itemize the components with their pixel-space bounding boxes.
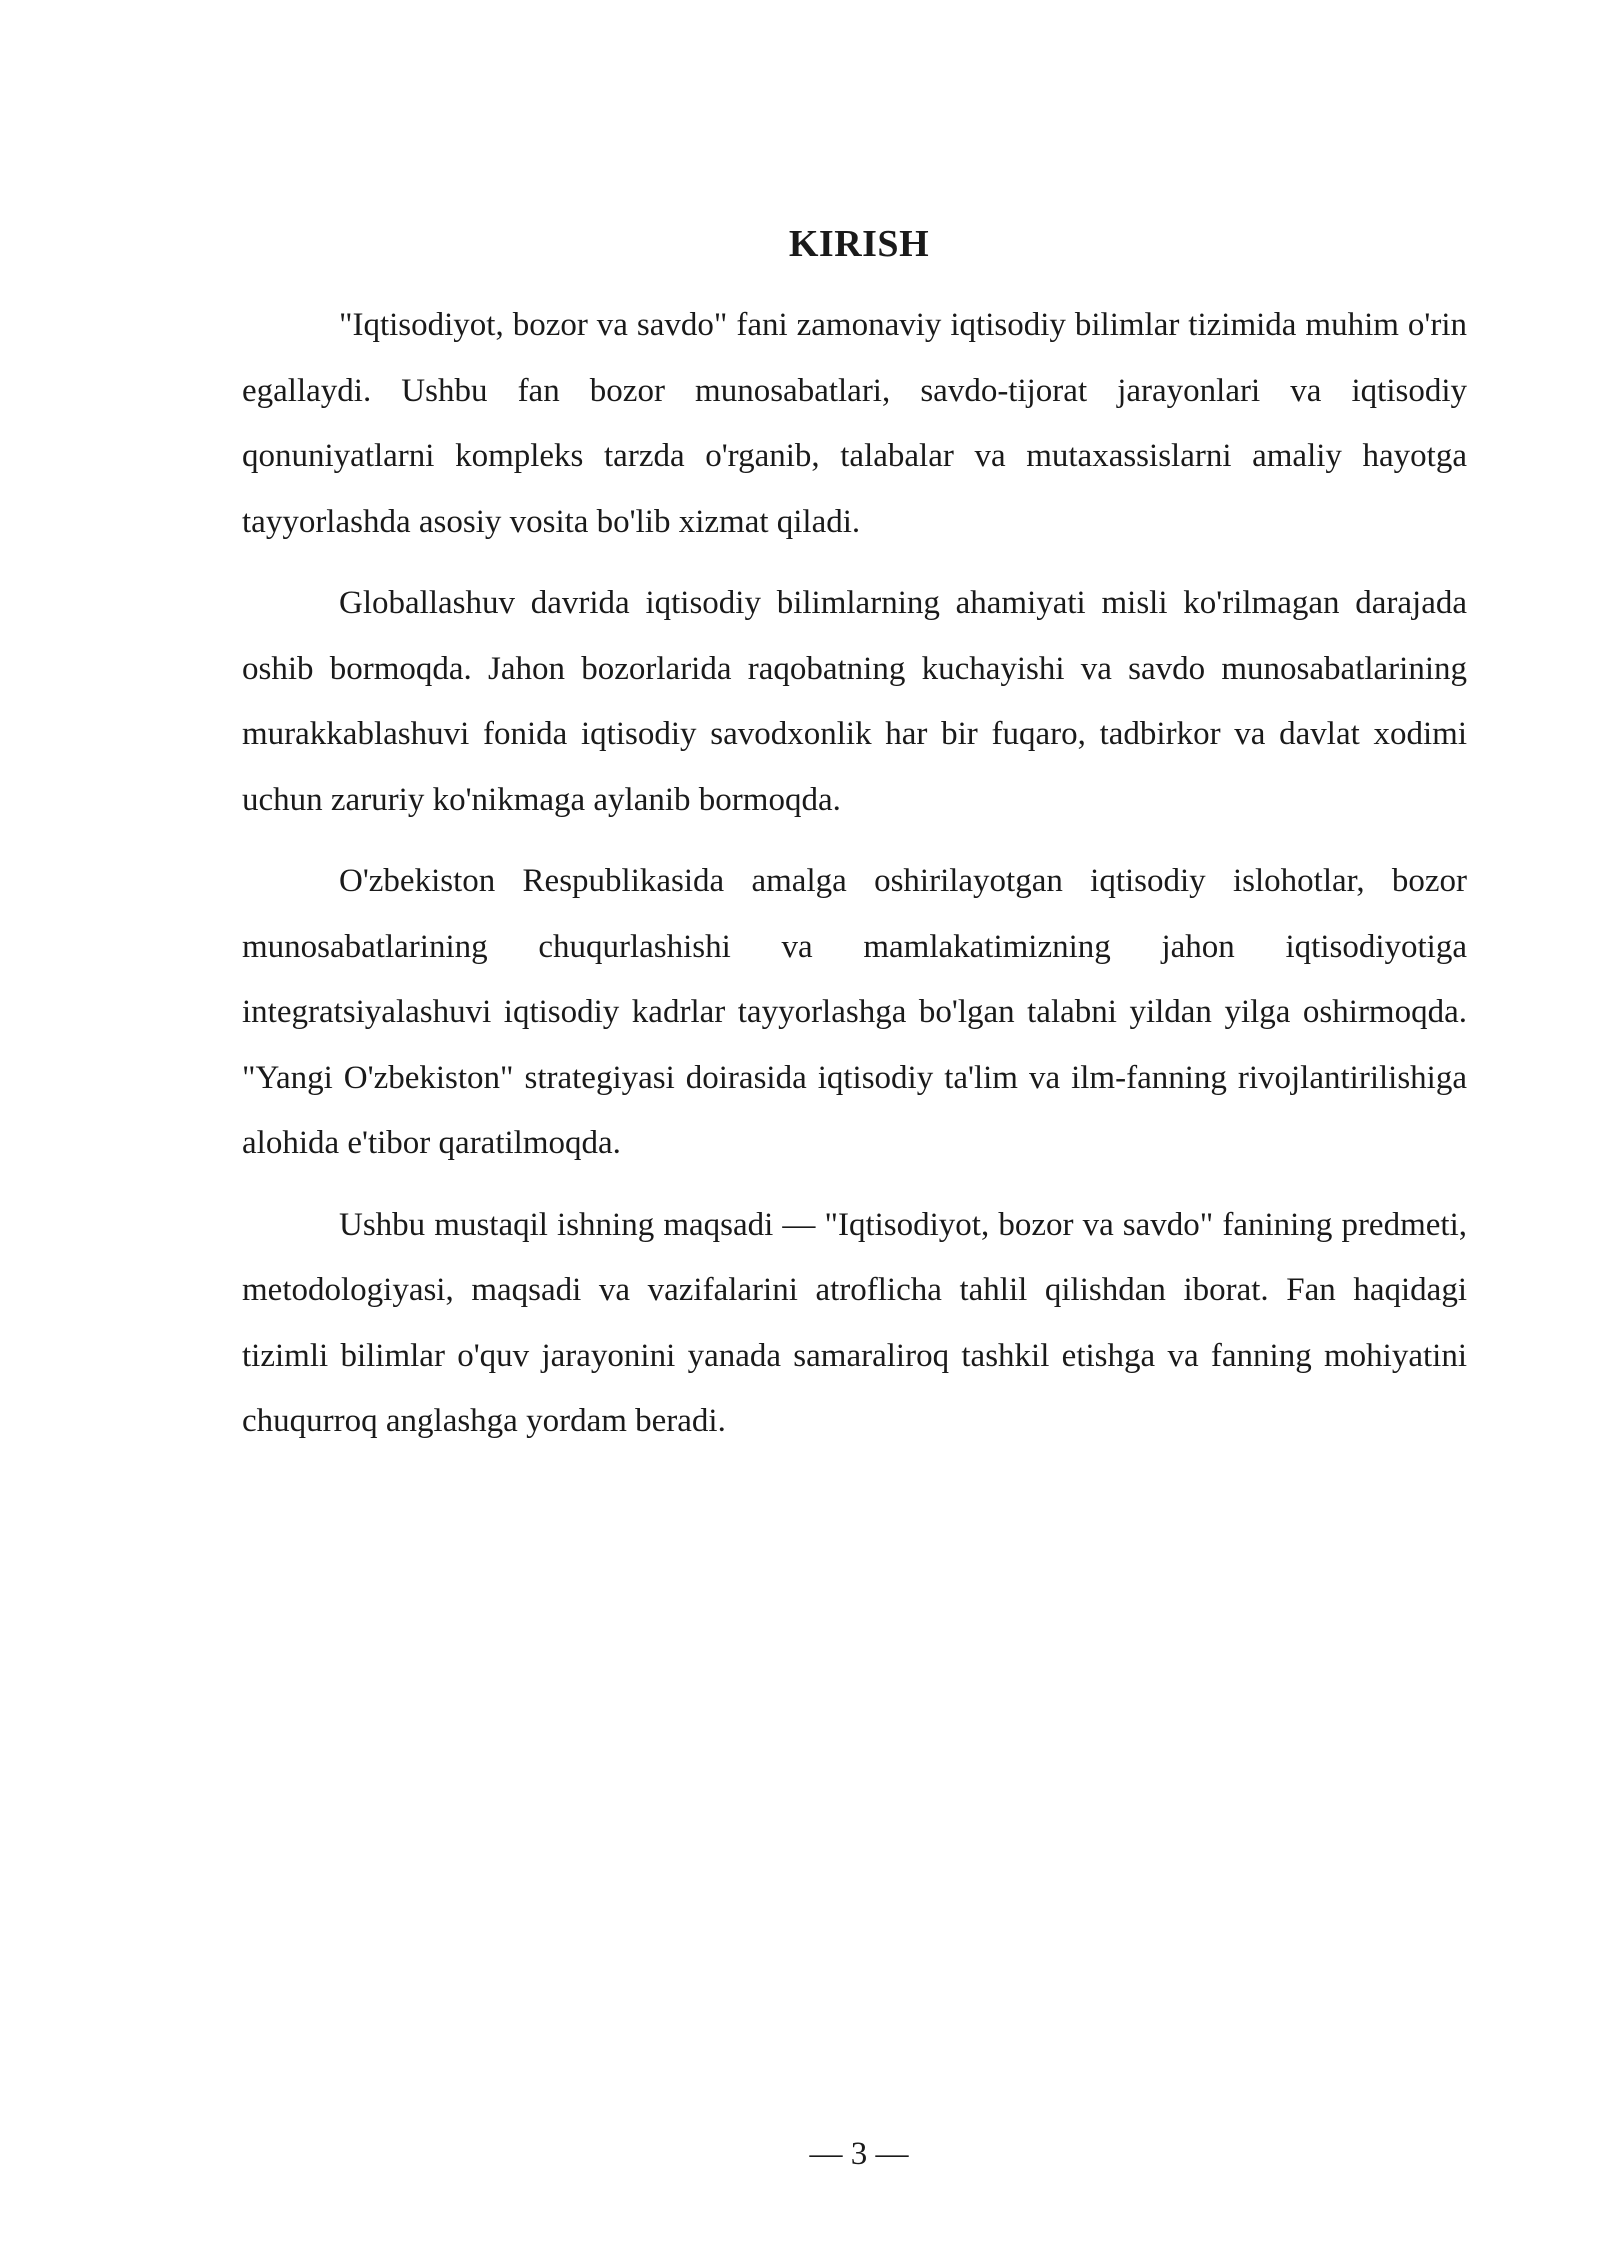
paragraph-1: "Iqtisodiyot, bozor va savdo" fani zamonaviy iqtisodiy bilimlar tizimida muhim o'rin egallaydi. Ushbu fan bozor munosabatlari, savdo-tijorat jarayonlari va iqtisodiy qonuniyatlarni kompleks tarzda o'rganib, talabalar va mutaxassislarni amaliy hayotga tayyorlashda asosiy vosita bo'lib xizmat qiladi. [242,307,1467,540]
page-number: — 3 — [809,2136,909,2172]
body-text [242,293,1467,1471]
section-heading: KIRISH [788,223,930,266]
paragraph-3: O'zbekiston Respublikasida amalga oshirilayotgan iqtisodiy islohotlar, bozor munosabatlarining chuqurlashishi va mamlakatimizning jahon iqtisodiyotiga integratsiyalashuvi iqtisodiy kadrlar tayyorlashga bo'lgan talabni yildan yilga oshirmoqda. "Yangi O'zbekiston" strategiyasi doirasida iqtisodiy ta'lim va ilm-fanning rivojlantirilishiga alohida e'tibor qaratilmoqda. [242,863,1467,1161]
paragraph-2: Globallashuv davrida iqtisodiy bilimlarning ahamiyati misli ko'rilmagan darajada oshib bormoqda. Jahon bozorlarida raqobatning kuchayishi va savdo munosabatlarining murakkablashuvi fonida iqtisodiy savodxonlik har bir fuqaro, tadbirkor va davlat xodimi uchun zaruriy ko'nikmaga aylanib bormoqda. [242,585,1467,818]
paragraph-4: Ushbu mustaqil ishning maqsadi — "Iqtisodiyot, bozor va savdo" fanining predmeti, metodologiyasi, maqsadi va vazifalarini atroflicha tahlil qilishdan iborat. Fan haqidagi tizimli bilimlar o'quv jarayonini yanada samaraliroq tashkil etishga va fanning mohiyatini chuqurroq anglashga yordam beradi. [242,1206,1467,1439]
